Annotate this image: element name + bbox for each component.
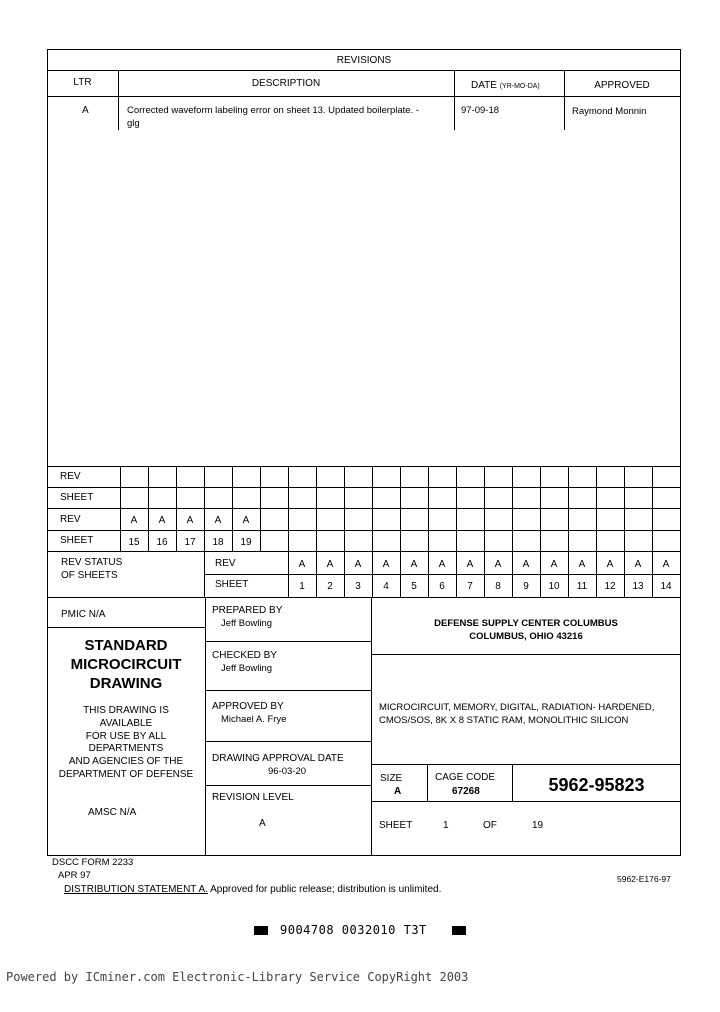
rev-cell: A [214, 515, 222, 526]
availability-line2: AVAILABLE [99, 718, 153, 729]
sheet-number-cell: 17 [184, 537, 196, 548]
sheet-number-cell: 9 [523, 581, 529, 592]
amsc-label: AMSC N/A [88, 807, 137, 818]
std-title-line1: STANDARD [84, 637, 168, 654]
revisions-title: REVISIONS [336, 55, 392, 66]
sheet-number-cell: 6 [439, 581, 445, 592]
rev-row-label: REV [215, 558, 236, 569]
approved-by-name: Michael A. Frye [221, 714, 287, 725]
pmic-label: PMIC N/A [61, 609, 106, 620]
size-value: A [394, 786, 402, 797]
rev-cell: A [326, 559, 334, 570]
std-title-line2: MICROCIRCUIT [70, 656, 182, 673]
revision-approved: Raymond Monnin [572, 106, 647, 117]
sheet-number-cell: 15 [128, 537, 140, 548]
rev-status-label-line2: OF SHEETS [61, 570, 118, 581]
rev-cell: A [130, 515, 138, 526]
revision-date: 97-09-18 [461, 105, 500, 116]
sheet-number-cell: 18 [212, 537, 224, 548]
availability-line5: AND AGENCIES OF THE [68, 756, 184, 767]
form-code: 5962-E176-97 [617, 874, 671, 884]
availability-line6: DEPARTMENT OF DEFENSE [58, 769, 194, 780]
sheet-number-cell: 3 [355, 581, 361, 592]
barcode-block-right [452, 926, 466, 935]
frame-bottom [47, 855, 681, 856]
rev-cell: A [410, 559, 418, 570]
device-title-line1: MICROCIRCUIT, MEMORY, DIGITAL, RADIATION- HARDENED, [379, 702, 655, 713]
rev-cell: A [242, 515, 250, 526]
rev-cell: A [662, 559, 670, 570]
sheet-number-cell: 2 [327, 581, 333, 592]
approval-date-value: 96-03-20 [268, 766, 307, 777]
sheet-number-cell: 11 [576, 581, 588, 592]
std-title-line3: DRAWING [89, 675, 163, 692]
sheet-number-cell: 14 [660, 581, 672, 592]
description-header: DESCRIPTION [251, 78, 321, 89]
device-title-line2: CMOS/SOS, 8K X 8 STATIC RAM, MONOLITHIC SILICON [379, 715, 629, 726]
rev-cell: A [494, 559, 502, 570]
sheet-row-label: SHEET [60, 492, 94, 503]
ltr-header: LTR [73, 77, 92, 88]
form-date: APR 97 [58, 870, 91, 881]
frame-top [47, 49, 681, 50]
rev-cell: A [354, 559, 362, 570]
of-label: OF [483, 820, 497, 831]
rev-cell: A [550, 559, 558, 570]
rev-cell: A [466, 559, 474, 570]
rev-cell: A [158, 515, 166, 526]
rev-status-label-line1: REV STATUS [61, 557, 123, 568]
frame-right [680, 49, 681, 855]
revision-level-value: A [259, 818, 266, 829]
date-header: DATE (YR-MO-DA) [471, 80, 540, 91]
revision-description-line1: Corrected waveform labeling error on sheet 13. Updated boilerplate. - [127, 105, 420, 116]
prepared-by-name: Jeff Bowling [221, 618, 273, 629]
agency-line1: DEFENSE SUPPLY CENTER COLUMBUS [434, 618, 618, 629]
barcode-text: 9004708 0032010 T3T [280, 923, 427, 937]
sheet-number-cell: 1 [299, 581, 305, 592]
sheet-row-label: SHEET [215, 579, 249, 590]
revision-level-label: REVISION LEVEL [212, 792, 294, 803]
rev-cell: A [634, 559, 642, 570]
sheet-row-label: SHEET [60, 535, 94, 546]
sheet-number-cell: 19 [240, 537, 252, 548]
of-value: 19 [532, 820, 544, 831]
revision-ltr: A [82, 105, 89, 116]
powered-by-line: Powered by ICminer.com Electronic-Library Service CopyRight 2003 [6, 970, 469, 984]
rev-cell: A [186, 515, 194, 526]
approval-date-label: DRAWING APPROVAL DATE [212, 753, 344, 764]
availability-line1: THIS DRAWING IS [83, 705, 169, 716]
size-label: SIZE [380, 773, 403, 784]
sheet-number-cell: 5 [411, 581, 417, 592]
sheet-number-cell: 8 [495, 581, 501, 592]
rev-row-label: REV [60, 514, 81, 525]
sheet-number-cell: 7 [467, 581, 473, 592]
rev-cell: A [578, 559, 586, 570]
availability-line4: DEPARTMENTS [88, 743, 164, 754]
sheet-label: SHEET [379, 820, 413, 831]
cage-code-value: 67268 [452, 786, 480, 797]
sheet-number-cell: 10 [548, 581, 560, 592]
availability-line3: FOR USE BY ALL [85, 731, 167, 742]
sheet-number-cell: 4 [383, 581, 389, 592]
rev-cell: A [606, 559, 614, 570]
approved-by-label: APPROVED BY [212, 701, 284, 712]
form-number: DSCC FORM 2233 [52, 857, 134, 868]
rev-cell: A [382, 559, 390, 570]
agency-line2: COLUMBUS, OHIO 43216 [469, 631, 583, 642]
barcode-block-left [254, 926, 268, 935]
cage-code-label: CAGE CODE [435, 772, 496, 783]
sheet-number-cell: 13 [632, 581, 644, 592]
distribution-statement: DISTRIBUTION STATEMENT A. Approved for public release; distribution is unlimited. [64, 884, 442, 895]
revision-description-line2: glg [127, 118, 140, 129]
checked-by-name: Jeff Bowling [221, 663, 273, 674]
prepared-by-label: PREPARED BY [212, 605, 283, 616]
rev-row-label: REV [60, 471, 81, 482]
rev-cell: A [298, 559, 306, 570]
sheet-number-cell: 16 [156, 537, 168, 548]
sheet-value: 1 [443, 820, 449, 831]
sheet-number-cell: 12 [604, 581, 616, 592]
rev-cell: A [438, 559, 446, 570]
approved-header: APPROVED [594, 80, 650, 91]
drawing-number: 5962-95823 [548, 775, 645, 795]
rev-cell: A [522, 559, 530, 570]
checked-by-label: CHECKED BY [212, 650, 278, 661]
